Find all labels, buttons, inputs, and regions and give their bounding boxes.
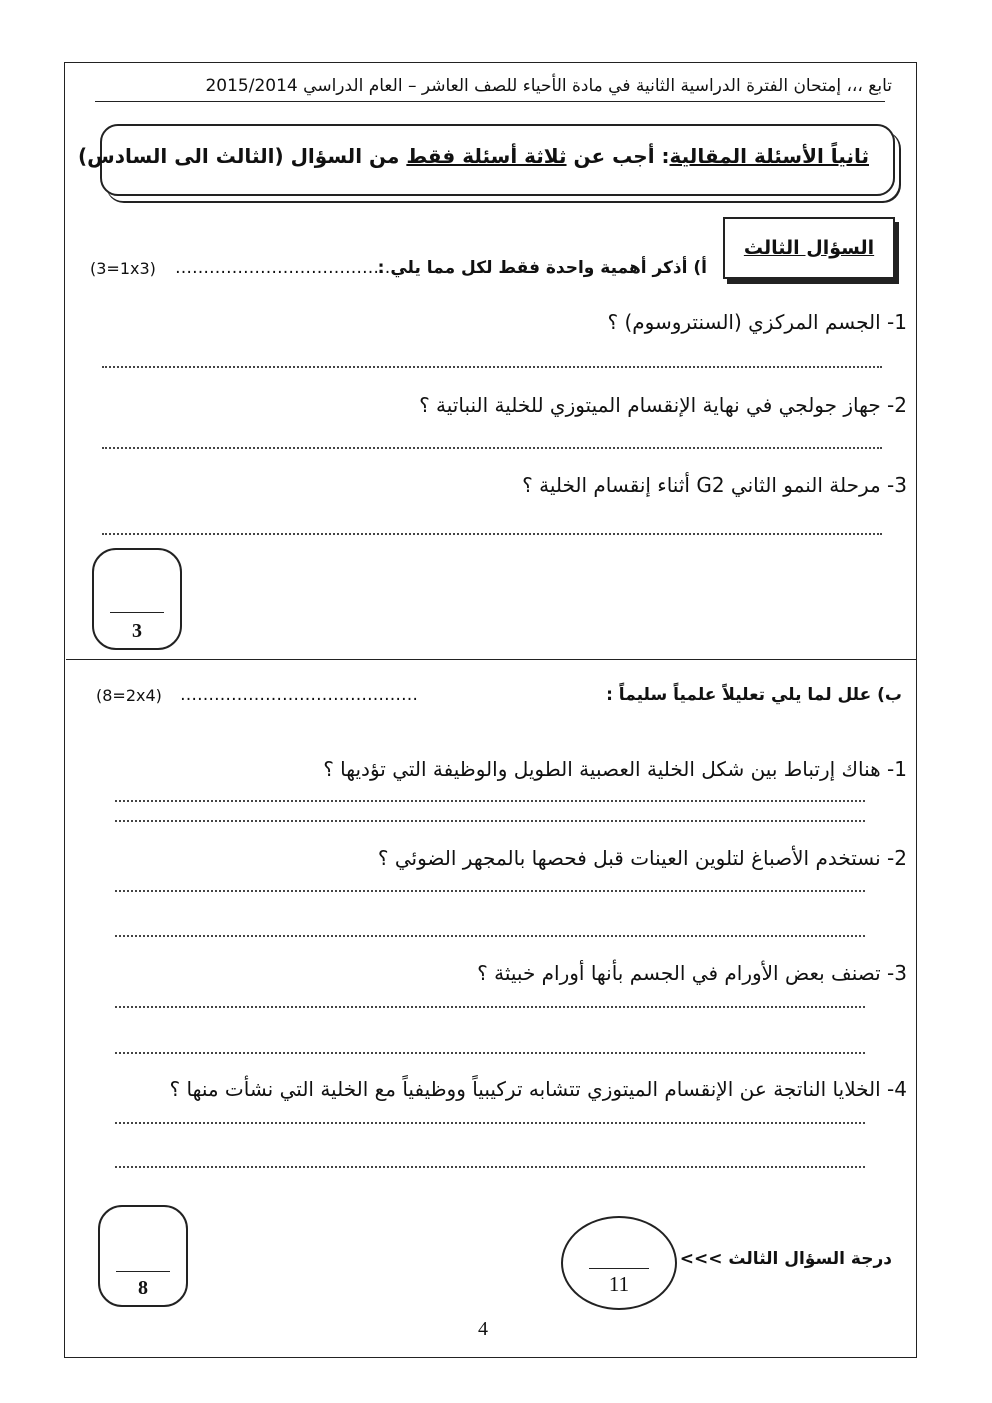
section-a-label — [378, 258, 707, 278]
section-b-label-text: ب) علل لما يلي تعليلاً علمياً سليماً : — [606, 685, 902, 705]
section-a-marks: (3=1x3) — [90, 259, 156, 278]
section-a-score-box — [92, 548, 182, 650]
answer-line[interactable] — [115, 820, 865, 822]
section-a-score: 3 — [132, 620, 142, 642]
section-a-item-2: 2- جهاز جولجي في نهاية الإنقسام الميتوزي للخلية النباتية ؟ — [419, 393, 907, 417]
answer-line[interactable] — [102, 533, 882, 535]
answer-line[interactable] — [115, 1006, 865, 1008]
total-score-ellipse — [561, 1216, 677, 1310]
section-a-item-1: 1- الجسم المركزي (السنتروسوم) ؟ — [607, 310, 907, 334]
answer-line[interactable] — [115, 1166, 865, 1168]
instruction-emphasis: ثلاثة أسئلة فقط — [406, 144, 567, 168]
answer-line[interactable] — [102, 366, 882, 368]
instruction-box — [78, 124, 895, 196]
total-score-label: درجة السؤال الثالث >>> — [679, 1249, 892, 1269]
total-score: 11 — [608, 1272, 630, 1296]
section-b-item-4: 4- الخلايا الناتجة عن الإنقسام الميتوزي تتشابه تركيبياً ووظيفياً مع الخلية التي نشأت منها ؟ — [169, 1077, 907, 1101]
answer-line[interactable] — [115, 800, 865, 802]
section-divider — [66, 659, 916, 660]
exam-header: تابع ،،، إمتحان الفترة الدراسية الثانية في مادة الأحياء للصف العاشر – العام الدراسي 2015/2014 — [205, 76, 892, 96]
section-b-score-box — [98, 1205, 188, 1307]
instruction-heading: ثانياً الأسئلة المقالية — [669, 144, 869, 168]
section-b-item-1: 1- هناك إرتباط بين شكل الخلية العصبية الطويل والوظيفة التي تؤديها ؟ — [323, 757, 907, 781]
header-rule — [95, 101, 885, 102]
section-b-dots: …………………………………… — [180, 685, 418, 705]
section-b-item-3: 3- تصنف بعض الأورام في الجسم بأنها أورام خبيثة ؟ — [477, 961, 907, 985]
score-rule — [589, 1268, 649, 1269]
section-a-item-3: 3- مرحلة النمو الثاني G2 أثناء إنقسام الخلية ؟ — [522, 473, 907, 497]
question-title-box — [723, 217, 895, 279]
section-b-score: 8 — [138, 1277, 148, 1299]
instruction-text — [78, 144, 869, 168]
question-title: السؤال الثالث — [743, 237, 875, 259]
answer-line[interactable] — [102, 447, 882, 449]
answer-line[interactable] — [115, 890, 865, 892]
section-a-dots: ………………………………… — [175, 258, 396, 278]
answer-line[interactable] — [115, 935, 865, 937]
section-b-marks: (8=2x4) — [96, 686, 162, 705]
score-rule — [116, 1271, 170, 1272]
page-number: 4 — [478, 1318, 488, 1340]
answer-line[interactable] — [115, 1052, 865, 1054]
section-b-label — [606, 685, 902, 705]
instruction-part2: : أجب عن — [566, 144, 670, 168]
score-rule — [110, 612, 164, 613]
answer-line[interactable] — [115, 1122, 865, 1124]
section-b-item-2: 2- نستخدم الأصباغ لتلوين العينات قبل فحصها بالمجهر الضوئي ؟ — [377, 846, 907, 870]
instruction-part4: من السؤال (الثالث الى السادس) — [78, 144, 407, 168]
section-a-label-text: أ) أذكر أهمية واحدة فقط لكل مما يلي : — [377, 258, 707, 278]
